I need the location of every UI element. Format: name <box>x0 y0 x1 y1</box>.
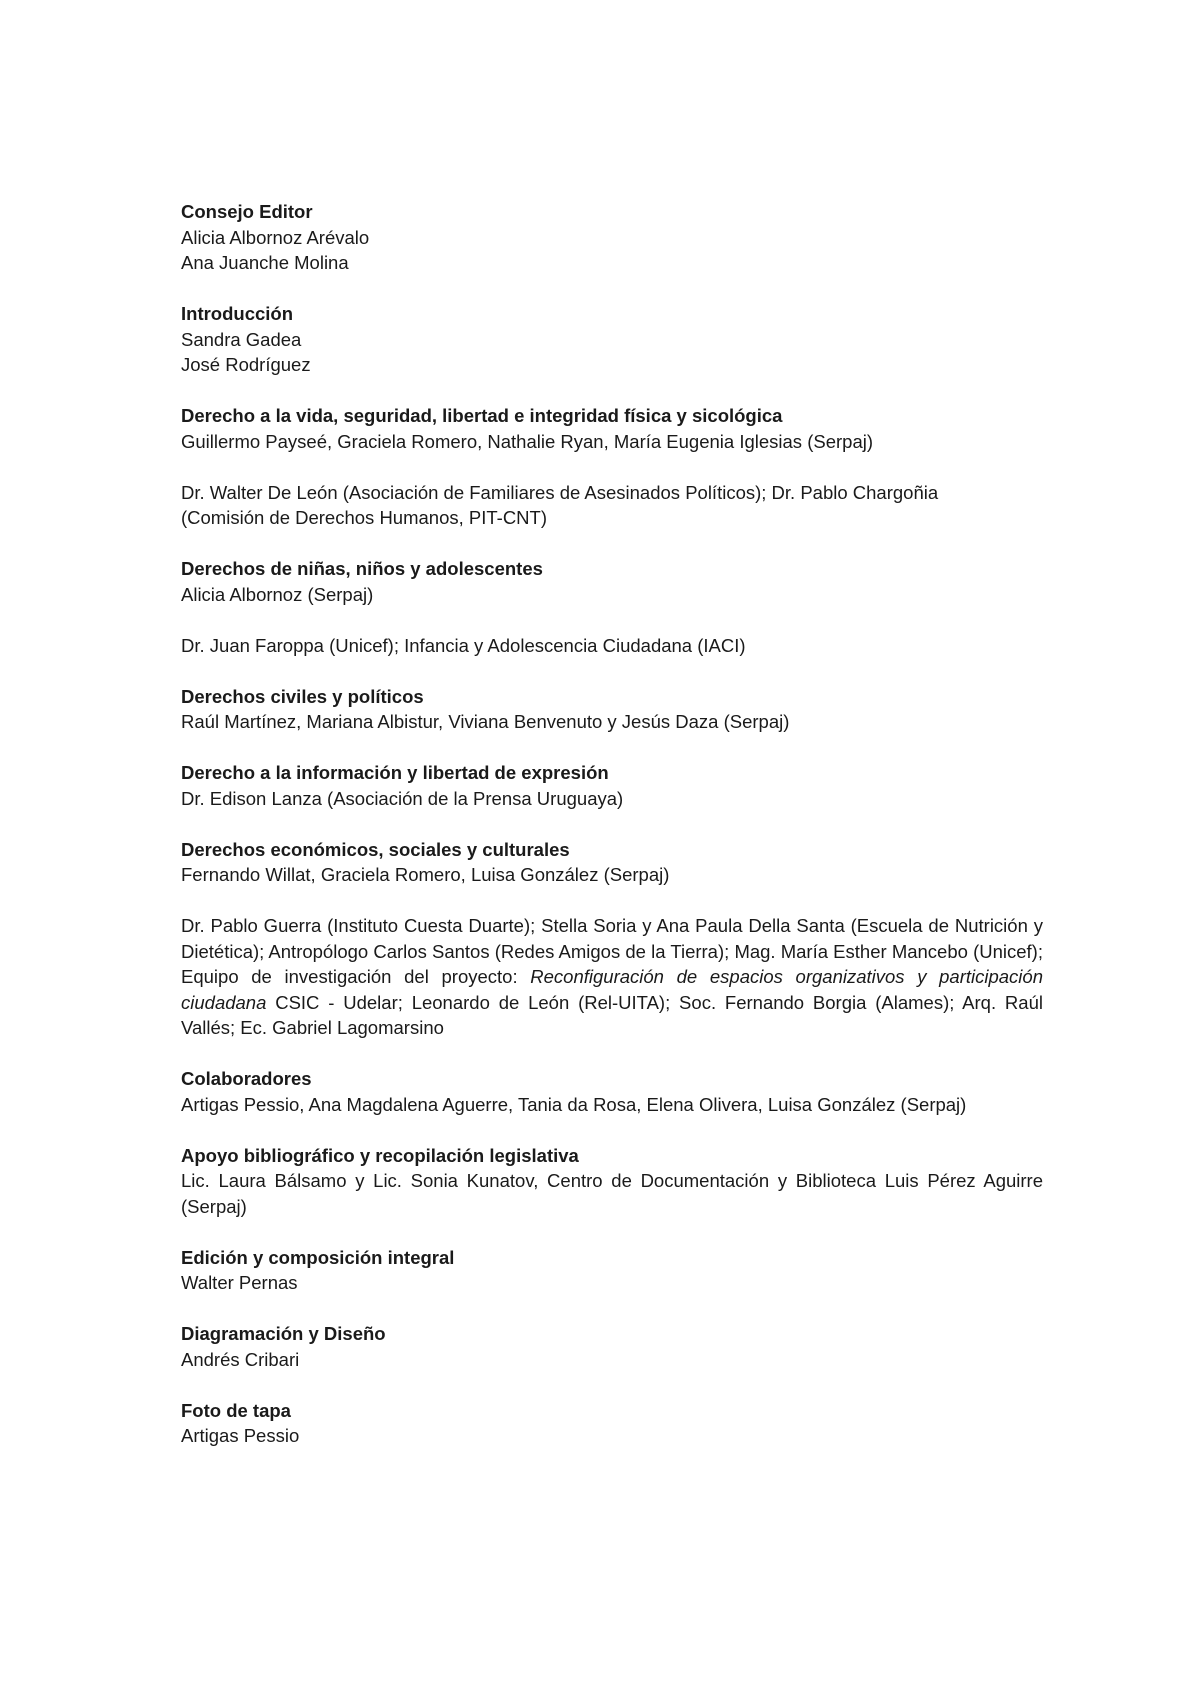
credit-paragraph <box>181 913 1043 1041</box>
section-colaboradores <box>181 1066 1043 1117</box>
credit-line: Artigas Pessio, Ana Magdalena Aguerre, Tania da Rosa, Elena Olivera, Luisa González (Serpaj) <box>181 1093 967 1115</box>
section-introduccion <box>181 301 1043 378</box>
section-heading: Diagramación y Diseño <box>181 1323 386 1344</box>
section-heading: Derecho a la información y libertad de expresión <box>181 762 609 783</box>
credit-line: Ana Juanche Molina <box>181 252 349 273</box>
paragraph-text: CSIC - Udelar; Leonardo de León (Rel-UITA); Soc. Fernando Borgia (Alames); Arq. Raúl Vallés; Ec. Gabriel Lagomarsino <box>181 991 1043 1038</box>
section-derechos-desc <box>181 837 1043 888</box>
section-heading: Apoyo bibliográfico y recopilación legislativa <box>181 1144 579 1166</box>
section-derecho-vida-contributors <box>181 480 1043 531</box>
section-consejo-editor <box>181 199 1043 276</box>
section-heading: Derechos civiles y políticos <box>181 685 424 707</box>
credit-paragraph: Lic. Laura Bálsamo y Lic. Sonia Kunatov, Centro de Documentación y Biblioteca Luis Pérez Aguirre (Serpaj) <box>181 1170 1043 1217</box>
section-derechos-civiles <box>181 684 1043 735</box>
section-heading: Derecho a la vida, seguridad, libertad e integridad física y sicológica <box>181 405 783 426</box>
credit-line: Walter Pernas <box>181 1272 298 1293</box>
credit-line: Dr. Walter De León (Asociación de Familiares de Asesinados Políticos); Dr. Pablo Chargoñia <box>181 481 939 503</box>
paragraph-text: Dr. Pablo Guerra (Instituto Cuesta Duarte); Stella Soria y Ana Paula Della Santa (Escuela de Nutrición y Dietética); Antropólogo Carlos Santos (Redes Amigos de la Tierra); Mag. María Esther Mancebo (Unicef); Equipo de investigación del proyecto: <box>181 915 1043 987</box>
section-edicion <box>181 1245 1043 1296</box>
credits-page <box>181 199 1043 1474</box>
section-apoyo-bibliografico <box>181 1143 1043 1220</box>
credit-line: Raúl Martínez, Mariana Albistur, Viviana Benvenuto y Jesús Daza (Serpaj) <box>181 711 790 732</box>
credit-line: Alicia Albornoz (Serpaj) <box>181 583 374 605</box>
credit-line: Sandra Gadea <box>181 328 302 350</box>
section-derechos-ninos <box>181 556 1043 607</box>
credit-line: Artigas Pessio <box>181 1425 300 1446</box>
section-heading: Edición y composición integral <box>181 1246 455 1268</box>
credit-line: Fernando Willat, Graciela Romero, Luisa González (Serpaj) <box>181 864 670 885</box>
credit-line: José Rodríguez <box>181 354 311 375</box>
section-derechos-ninos-contributors <box>181 633 1043 659</box>
credit-line: Guillermo Payseé, Graciela Romero, Nathalie Ryan, María Eugenia Iglesias (Serpaj) <box>181 430 873 452</box>
section-heading: Colaboradores <box>181 1068 312 1089</box>
credit-line: Andrés Cribari <box>181 1348 300 1370</box>
section-heading: Introducción <box>181 303 294 324</box>
credit-line: Alicia Albornoz Arévalo <box>181 226 370 248</box>
section-heading: Derechos económicos, sociales y culturales <box>181 838 570 860</box>
credit-line: Dr. Juan Faroppa (Unicef); Infancia y Adolescencia Ciudadana (IACI) <box>181 634 746 656</box>
section-heading: Foto de tapa <box>181 1399 291 1421</box>
credit-line: Dr. Edison Lanza (Asociación de la Prensa Uruguaya) <box>181 787 624 809</box>
section-heading: Consejo Editor <box>181 201 313 222</box>
section-diagramacion <box>181 1321 1043 1372</box>
project-title: Reconfiguración de espacios organizativos y participación ciudadana <box>181 966 1043 1013</box>
section-derechos-desc-contributors <box>181 913 1043 1041</box>
section-foto-tapa <box>181 1398 1043 1449</box>
credit-line: (Comisión de Derechos Humanos, PIT-CNT) <box>181 507 547 528</box>
section-derecho-informacion <box>181 760 1043 811</box>
section-derecho-vida <box>181 403 1043 454</box>
section-heading: Derechos de niñas, niños y adolescentes <box>181 558 543 579</box>
